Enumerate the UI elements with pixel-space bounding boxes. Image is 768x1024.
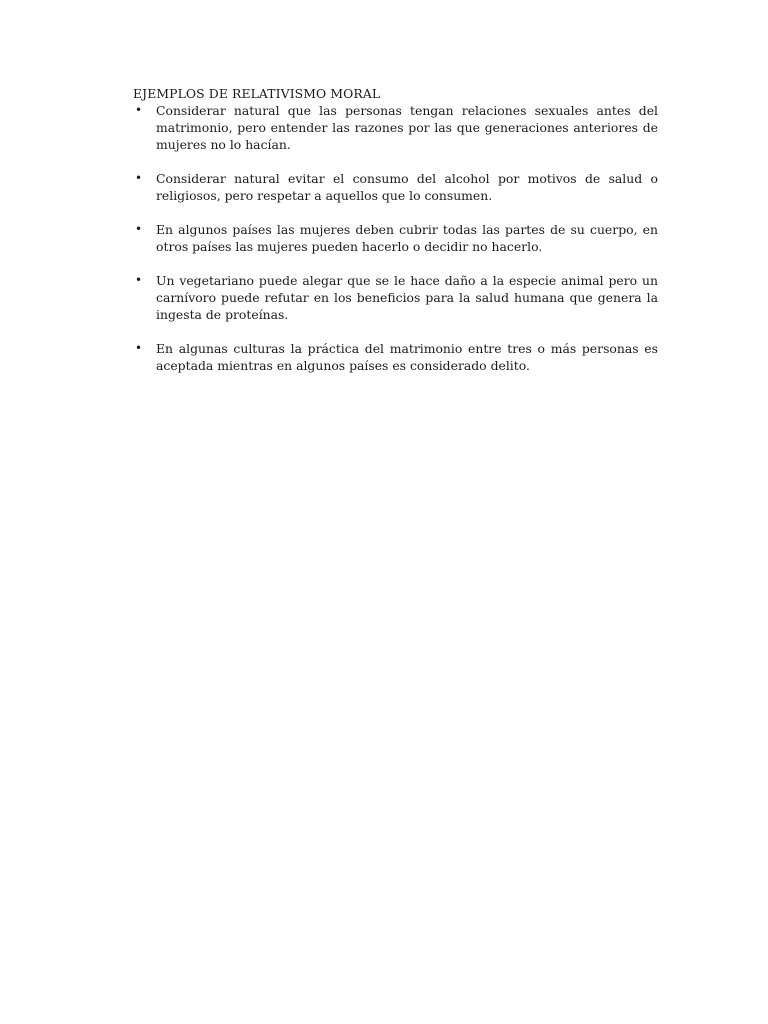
list-item-text: Un vegetariano puede alegar que se le hace daño a la especie animal pero un carnívoro puede refutar en los beneficios para la salud humana que genera la ingesta de proteínas. (156, 273, 658, 322)
list-item (133, 272, 658, 323)
list-item-text: Considerar natural evitar el consumo del alcohol por motivos de salud o religiosos, pero respetar a aquellos que lo consumen. (156, 171, 658, 203)
document-body (133, 85, 658, 374)
list-item (133, 102, 658, 153)
list-item-text: Considerar natural que las personas tengan relaciones sexuales antes del matrimonio, pero entender las razones por las que generaciones anteriores de mujeres no lo hacían. (156, 103, 658, 152)
bullet-icon: • (135, 103, 143, 117)
bullet-icon: • (135, 273, 143, 287)
list-item (133, 340, 658, 374)
list-item (133, 170, 658, 204)
bullet-icon: • (135, 171, 143, 185)
list-item-text: En algunas culturas la práctica del matrimonio entre tres o más personas es aceptada mientras en algunos países es considerado delito. (156, 341, 658, 373)
bullet-icon: • (135, 341, 143, 355)
bullet-icon: • (135, 222, 143, 236)
document-title: EJEMPLOS DE RELATIVISMO MORAL (133, 86, 381, 101)
bullet-list (133, 102, 658, 374)
list-item (133, 221, 658, 255)
list-item-text: En algunos países las mujeres deben cubrir todas las partes de su cuerpo, en otros países las mujeres pueden hacerlo o decidir no hacerlo. (156, 222, 658, 254)
